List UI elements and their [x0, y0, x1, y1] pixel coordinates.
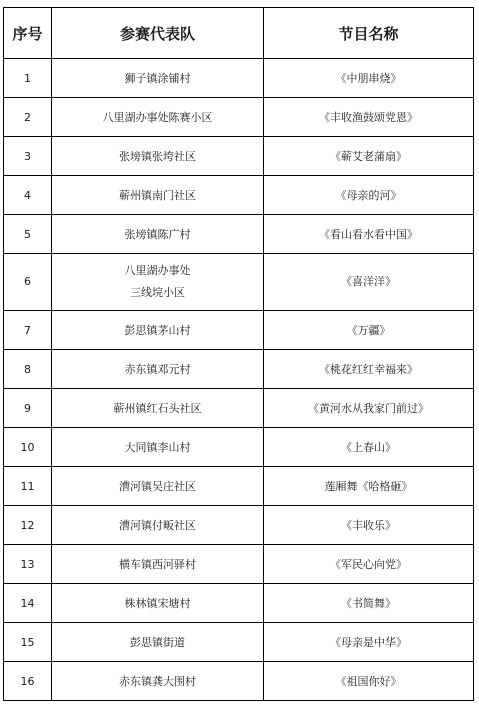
program-name: 《上春山》 — [264, 428, 474, 467]
header-row — [4, 8, 474, 59]
row-number: 13 — [4, 545, 52, 584]
team-cell — [52, 311, 264, 350]
team-name-line: 株林镇宋塘村 — [124, 597, 191, 610]
team-name-line: 三线垸小区 — [130, 286, 185, 299]
row-number: 6 — [4, 254, 52, 311]
table-row — [4, 137, 474, 176]
team-cell — [52, 584, 264, 623]
table-row — [4, 176, 474, 215]
team-cell — [52, 467, 264, 506]
team-cell — [52, 59, 264, 98]
program-name: 《丰收乐》 — [264, 506, 474, 545]
program-name: 《丰收渔鼓颂党恩》 — [264, 98, 474, 137]
program-name: 《祖国你好》 — [264, 662, 474, 701]
team-cell — [52, 137, 264, 176]
table-row — [4, 215, 474, 254]
table-row — [4, 98, 474, 137]
table-row — [4, 350, 474, 389]
team-cell — [52, 545, 264, 584]
team-cell — [52, 98, 264, 137]
header-number: 序号 — [4, 8, 52, 59]
team-name-line: 赤东镇龚大围村 — [119, 675, 196, 688]
table-row — [4, 584, 474, 623]
team-cell — [52, 254, 264, 311]
table-row — [4, 623, 474, 662]
team-name-line: 彭思镇茅山村 — [124, 324, 191, 337]
team-cell — [52, 389, 264, 428]
team-name-line: 大同镇李山村 — [124, 441, 191, 454]
program-name: 《黄河水从我家门前过》 — [264, 389, 474, 428]
team-name-line: 漕河镇付畈社区 — [119, 519, 196, 532]
team-cell — [52, 215, 264, 254]
table-row — [4, 662, 474, 701]
team-name-line: 赤东镇邓元村 — [124, 363, 191, 376]
program-name: 《喜洋洋》 — [264, 254, 474, 311]
team-name-line: 张塝镇陈广村 — [124, 228, 191, 241]
row-number: 7 — [4, 311, 52, 350]
team-name-line: 蕲州镇南门社区 — [119, 189, 196, 202]
table-row — [4, 254, 474, 311]
row-number: 15 — [4, 623, 52, 662]
program-name: 《母亲的河》 — [264, 176, 474, 215]
table-row — [4, 389, 474, 428]
program-name: 《书简舞》 — [264, 584, 474, 623]
row-number: 8 — [4, 350, 52, 389]
team-cell — [52, 350, 264, 389]
team-cell — [52, 176, 264, 215]
row-number: 1 — [4, 59, 52, 98]
row-number: 4 — [4, 176, 52, 215]
team-name-line: 狮子镇涂铺村 — [124, 72, 191, 85]
program-name: 《母亲是中华》 — [264, 623, 474, 662]
team-name-line: 彭思镇街道 — [130, 636, 185, 649]
row-number: 3 — [4, 137, 52, 176]
team-cell — [52, 428, 264, 467]
table-row — [4, 311, 474, 350]
team-name-line: 张塝镇张垮社区 — [119, 150, 196, 163]
row-number: 11 — [4, 467, 52, 506]
row-number: 9 — [4, 389, 52, 428]
program-name: 《蕲艾老蒲扇》 — [264, 137, 474, 176]
table-row — [4, 545, 474, 584]
team-name-line: 横车镇西河驿村 — [119, 558, 196, 571]
team-name-line: 蕲州镇红石头社区 — [113, 402, 202, 415]
team-name-line: 八里湖办事处陈赛小区 — [102, 111, 213, 124]
program-name: 莲厢舞《哈格砸》 — [264, 467, 474, 506]
team-cell — [52, 662, 264, 701]
header-program: 节目名称 — [264, 8, 474, 59]
row-number: 2 — [4, 98, 52, 137]
team-cell — [52, 623, 264, 662]
header-team: 参赛代表队 — [52, 8, 264, 59]
table-row — [4, 506, 474, 545]
row-number: 16 — [4, 662, 52, 701]
row-number: 5 — [4, 215, 52, 254]
program-name: 《军民心向党》 — [264, 545, 474, 584]
table-row — [4, 59, 474, 98]
table-row — [4, 428, 474, 467]
row-number: 12 — [4, 506, 52, 545]
row-number: 10 — [4, 428, 52, 467]
row-number: 14 — [4, 584, 52, 623]
program-name: 《桃花红红幸福来》 — [264, 350, 474, 389]
team-cell — [52, 506, 264, 545]
program-table — [3, 7, 474, 701]
program-name: 《万疆》 — [264, 311, 474, 350]
table-row — [4, 467, 474, 506]
program-name: 《中朋串烧》 — [264, 59, 474, 98]
program-name: 《看山看水看中国》 — [264, 215, 474, 254]
team-name-line: 漕河镇吴庄社区 — [119, 480, 196, 493]
team-name-line: 八里湖办事处 — [124, 264, 191, 277]
